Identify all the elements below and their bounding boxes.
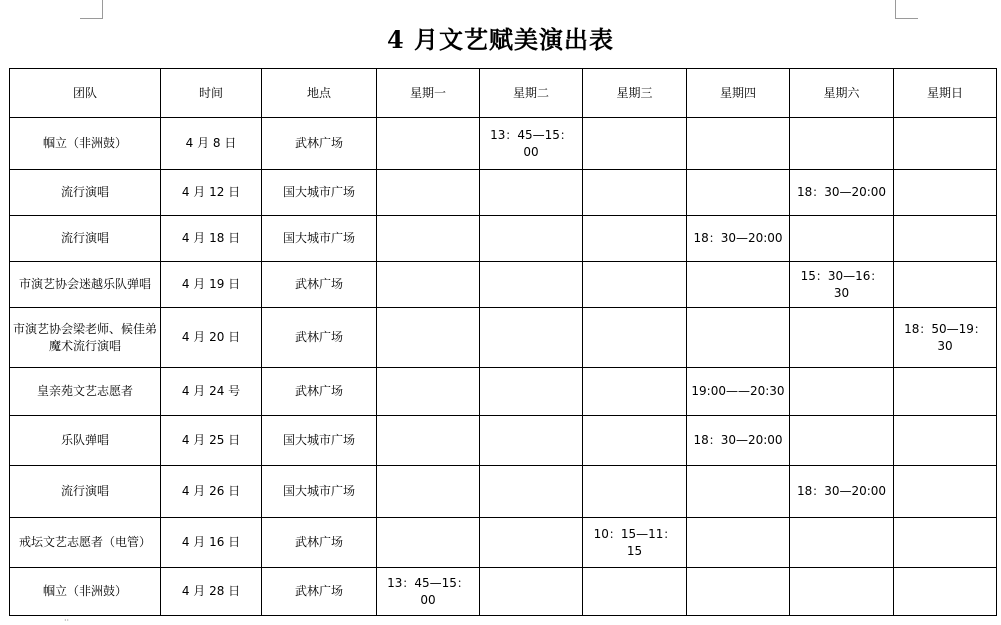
cell-wed: [583, 118, 687, 170]
cell-sat: 15：30—16：30: [790, 262, 894, 308]
cell-wed: [583, 308, 687, 368]
document-title: 4 月文艺赋美演出表: [386, 25, 615, 54]
header-date: 时间: [161, 69, 262, 118]
cell-tue: [480, 518, 583, 568]
cell-sun: [894, 262, 997, 308]
cell-thu: 18：30—20:00: [687, 216, 790, 262]
cell-date: 4 月 20 日: [161, 308, 262, 368]
footer-mark: ··: [64, 616, 70, 625]
cell-thu: [687, 568, 790, 616]
cell-team: 乐队弹唱: [10, 416, 161, 466]
cell-place: 武林广场: [262, 262, 377, 308]
cell-team: 皇亲苑文艺志愿者: [10, 368, 161, 416]
schedule-table: [9, 68, 997, 616]
cell-date: 4 月 25 日: [161, 416, 262, 466]
cell-thu: 19:00——20:30: [687, 368, 790, 416]
cell-wed: 10：15—11：15: [583, 518, 687, 568]
table-row: [10, 262, 997, 308]
cell-tue: [480, 308, 583, 368]
cell-mon: [377, 118, 480, 170]
cell-mon: [377, 466, 480, 518]
cell-thu: 18：30—20:00: [687, 416, 790, 466]
cell-tue: [480, 216, 583, 262]
cell-wed: [583, 368, 687, 416]
cell-wed: [583, 466, 687, 518]
cell-place: 国大城市广场: [262, 416, 377, 466]
cell-date: 4 月 8 日: [161, 118, 262, 170]
cell-sat: [790, 118, 894, 170]
cell-sat: [790, 308, 894, 368]
cell-mon: [377, 518, 480, 568]
table-row: [10, 518, 997, 568]
cell-sun: [894, 518, 997, 568]
cell-sat: [790, 368, 894, 416]
cell-sun: [894, 466, 997, 518]
cell-mon: [377, 368, 480, 416]
cell-wed: [583, 262, 687, 308]
table-row: [10, 170, 997, 216]
table-row: [10, 308, 997, 368]
cell-date: 4 月 18 日: [161, 216, 262, 262]
header-saturday: 星期六: [790, 69, 894, 118]
cell-sun: [894, 368, 997, 416]
cell-mon: [377, 216, 480, 262]
cell-place: 武林广场: [262, 308, 377, 368]
cell-sun: 18：50—19：30: [894, 308, 997, 368]
cell-date: 4 月 28 日: [161, 568, 262, 616]
cell-place: 国大城市广场: [262, 216, 377, 262]
cell-thu: [687, 170, 790, 216]
header-tuesday: 星期二: [480, 69, 583, 118]
cell-place: 武林广场: [262, 368, 377, 416]
cell-sun: [894, 170, 997, 216]
cell-tue: [480, 466, 583, 518]
cell-date: 4 月 26 日: [161, 466, 262, 518]
cell-sat: [790, 518, 894, 568]
cell-tue: [480, 368, 583, 416]
cell-thu: [687, 466, 790, 518]
cell-place: 武林广场: [262, 568, 377, 616]
cell-team: 帼立（非洲鼓）: [10, 118, 161, 170]
cell-place: 武林广场: [262, 518, 377, 568]
cell-team: 帼立（非洲鼓）: [10, 568, 161, 616]
cell-tue: [480, 170, 583, 216]
cell-team: 流行演唱: [10, 170, 161, 216]
cell-tue: [480, 416, 583, 466]
cell-sat: [790, 568, 894, 616]
cell-place: 武林广场: [262, 118, 377, 170]
cell-team: 流行演唱: [10, 216, 161, 262]
cell-wed: [583, 170, 687, 216]
cell-mon: [377, 416, 480, 466]
cell-thu: [687, 518, 790, 568]
cell-date: 4 月 16 日: [161, 518, 262, 568]
cell-place: 国大城市广场: [262, 170, 377, 216]
header-monday: 星期一: [377, 69, 480, 118]
cell-date: 4 月 12 日: [161, 170, 262, 216]
cell-sun: [894, 118, 997, 170]
table-row: [10, 368, 997, 416]
cell-team: 流行演唱: [10, 466, 161, 518]
cell-thu: [687, 308, 790, 368]
cell-date: 4 月 19 日: [161, 262, 262, 308]
cell-team: 市演艺协会迷越乐队弹唱: [10, 262, 161, 308]
cell-mon: [377, 170, 480, 216]
cell-sat: [790, 416, 894, 466]
header-thursday: 星期四: [687, 69, 790, 118]
cell-team: 市演艺协会梁老师、候佳弟魔术流行演唱: [10, 308, 161, 368]
header-place: 地点: [262, 69, 377, 118]
cell-sun: [894, 568, 997, 616]
cell-place: 国大城市广场: [262, 466, 377, 518]
table-row: [10, 118, 997, 170]
cell-sat: 18：30—20:00: [790, 170, 894, 216]
cell-team: 戒坛文艺志愿者（电管）: [10, 518, 161, 568]
page-corner-mark-left: [80, 0, 103, 19]
header-team: 团队: [10, 69, 161, 118]
cell-date: 4 月 24 号: [161, 368, 262, 416]
cell-wed: [583, 216, 687, 262]
cell-tue: 13：45—15：00: [480, 118, 583, 170]
cell-sat: 18：30—20:00: [790, 466, 894, 518]
header-sunday: 星期日: [894, 69, 997, 118]
cell-thu: [687, 118, 790, 170]
cell-tue: [480, 568, 583, 616]
table-row: [10, 568, 997, 616]
cell-mon: 13：45—15：00: [377, 568, 480, 616]
table-row: [10, 466, 997, 518]
cell-mon: [377, 308, 480, 368]
cell-sun: [894, 216, 997, 262]
cell-sun: [894, 416, 997, 466]
cell-tue: [480, 262, 583, 308]
cell-thu: [687, 262, 790, 308]
table-row: [10, 216, 997, 262]
page-corner-mark-right: [895, 0, 918, 19]
cell-mon: [377, 262, 480, 308]
table-row: [10, 416, 997, 466]
header-wednesday: 星期三: [583, 69, 687, 118]
header-row: [10, 69, 997, 118]
cell-wed: [583, 568, 687, 616]
cell-sat: [790, 216, 894, 262]
cell-wed: [583, 416, 687, 466]
